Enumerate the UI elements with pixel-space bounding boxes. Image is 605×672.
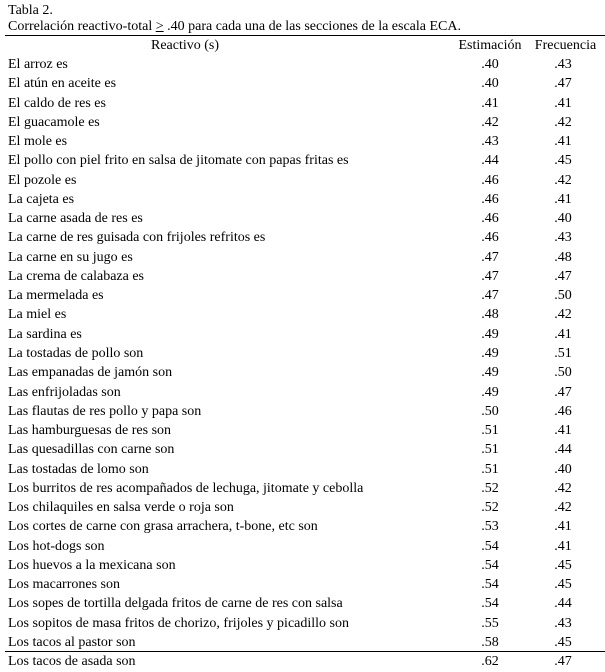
estimacion-value: .42 — [481, 114, 499, 130]
estimacion-value: .46 — [481, 172, 499, 188]
estimacion-value: .52 — [481, 480, 499, 496]
estimacion-value: .54 — [481, 577, 499, 593]
table-row — [0, 537, 605, 556]
item-name: Las hamburguesas de res son — [8, 423, 172, 439]
table-row — [0, 248, 605, 267]
estimacion-value: .44 — [481, 153, 499, 169]
table-caption — [8, 19, 461, 35]
table-row — [0, 498, 605, 517]
item-name: Los huevos a la mexicana son — [8, 557, 176, 573]
item-name: La carne asada de res es — [8, 211, 143, 227]
item-name: Los tacos de asada son — [8, 654, 136, 670]
caption-symbol: > — [155, 19, 164, 34]
item-name: La miel es — [8, 307, 67, 323]
frecuencia-value: .42 — [554, 480, 572, 496]
table-row — [0, 344, 605, 363]
estimacion-value: .47 — [481, 268, 499, 284]
frecuencia-value: .45 — [554, 153, 572, 169]
estimacion-value: .41 — [481, 95, 499, 111]
frecuencia-value: .41 — [554, 95, 572, 111]
estimacion-value: .49 — [481, 365, 499, 381]
item-name: Las tostadas de lomo son — [8, 461, 149, 477]
item-name: Los burritos de res acompañados de lechuga, jitomate y cebolla — [8, 480, 364, 496]
estimacion-value: .49 — [481, 326, 499, 342]
item-name: El atún en aceite es — [8, 76, 117, 92]
frecuencia-value: .41 — [554, 326, 572, 342]
frecuencia-value: .41 — [554, 134, 572, 150]
frecuencia-value: .51 — [554, 345, 572, 361]
frecuencia-value: .45 — [554, 577, 572, 593]
item-name: Los sopes de tortilla delgada fritos de carne de res con salsa — [8, 596, 343, 612]
estimacion-value: .52 — [481, 500, 499, 516]
frecuencia-value: .50 — [554, 288, 572, 304]
table-row — [0, 479, 605, 498]
frecuencia-value: .42 — [554, 172, 572, 188]
frecuencia-value: .42 — [554, 114, 572, 130]
item-name: Las enfrijoladas son — [8, 384, 121, 400]
item-name: La tostadas de pollo son — [8, 345, 144, 361]
frecuencia-value: .42 — [554, 307, 572, 323]
table-row — [0, 151, 605, 170]
table-row — [0, 575, 605, 594]
item-name: El mole es — [8, 134, 68, 150]
frecuencia-value: .47 — [554, 76, 572, 92]
frecuencia-value: .50 — [554, 365, 572, 381]
estimacion-value: .54 — [481, 596, 499, 612]
estimacion-value: .58 — [481, 634, 499, 650]
table-row — [0, 614, 605, 633]
estimacion-value: .51 — [481, 442, 499, 458]
frecuencia-value: .41 — [554, 519, 572, 535]
item-name: Las flautas de res pollo y papa son — [8, 403, 202, 419]
item-name: La carne de res guisada con frijoles refritos es — [8, 230, 266, 246]
item-name: Los chilaquiles en salsa verde o roja son — [8, 500, 234, 516]
item-name: Los sopitos de masa fritos de chorizo, frijoles y picadillo son — [8, 615, 349, 631]
table-row — [0, 402, 605, 421]
table-row — [0, 74, 605, 93]
frecuencia-value: .42 — [554, 500, 572, 516]
header-item: Reactivo (s) — [150, 38, 220, 53]
estimacion-value: .54 — [481, 557, 499, 573]
bottom-rule — [5, 651, 605, 652]
estimacion-value: .46 — [481, 230, 499, 246]
table-row — [0, 113, 605, 132]
item-name: La crema de calabaza es — [8, 268, 145, 284]
estimacion-value: .49 — [481, 345, 499, 361]
estimacion-value: .46 — [481, 191, 499, 207]
table-row — [0, 460, 605, 479]
frecuencia-value: .44 — [554, 442, 572, 458]
table-row — [0, 55, 605, 74]
estimacion-value: .54 — [481, 538, 499, 554]
table-row — [0, 556, 605, 575]
item-name: Los tacos al pastor son — [8, 634, 136, 650]
table-row — [0, 171, 605, 190]
table-row — [0, 209, 605, 228]
estimacion-value: .51 — [481, 461, 499, 477]
estimacion-value: .47 — [481, 288, 499, 304]
estimacion-value: .40 — [481, 57, 499, 72]
frecuencia-value: .43 — [554, 230, 572, 246]
table-row — [0, 190, 605, 209]
estimacion-value: .62 — [481, 654, 499, 670]
frecuencia-value: .40 — [554, 211, 572, 227]
frecuencia-value: .45 — [554, 557, 572, 573]
estimacion-value: .49 — [481, 384, 499, 400]
estimacion-value: .51 — [481, 423, 499, 439]
frecuencia-value: .47 — [554, 654, 572, 670]
table-label: Tabla 2. — [8, 3, 53, 18]
frecuencia-value: .48 — [554, 249, 572, 265]
item-name: El pozole es — [8, 172, 77, 188]
caption-text-after: .40 para cada una de las secciones de la escala ECA. — [163, 19, 461, 34]
frecuencia-value: .41 — [554, 538, 572, 554]
estimacion-value: .48 — [481, 307, 499, 323]
table-row — [0, 421, 605, 440]
table-body — [0, 55, 605, 672]
frecuencia-value: .43 — [554, 615, 572, 631]
table-row — [0, 228, 605, 247]
frecuencia-value: .44 — [554, 596, 572, 612]
table-row — [0, 363, 605, 382]
item-name: La sardina es — [8, 326, 82, 342]
table-row — [0, 286, 605, 305]
frecuencia-value: .41 — [554, 191, 572, 207]
item-name: El caldo de res es — [8, 95, 106, 111]
estimacion-value: .43 — [481, 134, 499, 150]
estimacion-value: .53 — [481, 519, 499, 535]
estimacion-value: .40 — [481, 76, 499, 92]
table-row — [0, 652, 605, 671]
item-name: La cajeta es — [8, 191, 75, 207]
estimacion-value: .55 — [481, 615, 499, 631]
estimacion-value: .50 — [481, 403, 499, 419]
estimacion-value: .46 — [481, 211, 499, 227]
item-name: Las empanadas de jamón son — [8, 365, 173, 381]
frecuencia-value: .40 — [554, 461, 572, 477]
table-row — [0, 517, 605, 536]
item-name: Los cortes de carne con grasa arrachera, t-bone, etc son — [8, 519, 318, 535]
item-name: La mermelada es — [8, 288, 104, 304]
frecuencia-value: .47 — [554, 384, 572, 400]
item-name: El pollo con piel frito en salsa de jitomate con papas fritas es — [8, 153, 349, 169]
table-row — [0, 633, 605, 652]
frecuencia-value: .45 — [554, 634, 572, 650]
estimacion-value: .47 — [481, 249, 499, 265]
item-name: Los macarrones son — [8, 577, 120, 593]
top-rule — [5, 35, 605, 36]
item-name: El arroz es — [8, 57, 68, 72]
frecuencia-value: .43 — [554, 57, 572, 72]
table-row — [0, 594, 605, 613]
frecuencia-value: .47 — [554, 268, 572, 284]
header-frecuencia: Frecuencia — [534, 38, 597, 53]
table-row — [0, 325, 605, 344]
item-name: Las quesadillas con carne son — [8, 442, 175, 458]
table-row — [0, 305, 605, 324]
table-row — [0, 440, 605, 459]
table-row — [0, 132, 605, 151]
frecuencia-value: .41 — [554, 423, 572, 439]
caption-text-before: Correlación reactivo-total — [8, 19, 156, 34]
item-name: El guacamole es — [8, 114, 100, 130]
table-row — [0, 383, 605, 402]
header-estimacion: Estimación — [458, 38, 522, 53]
frecuencia-value: .46 — [554, 403, 572, 419]
table-row — [0, 94, 605, 113]
table-row — [0, 267, 605, 286]
item-name: La carne en su jugo es — [8, 249, 133, 265]
item-name: Los hot-dogs son — [8, 538, 105, 554]
